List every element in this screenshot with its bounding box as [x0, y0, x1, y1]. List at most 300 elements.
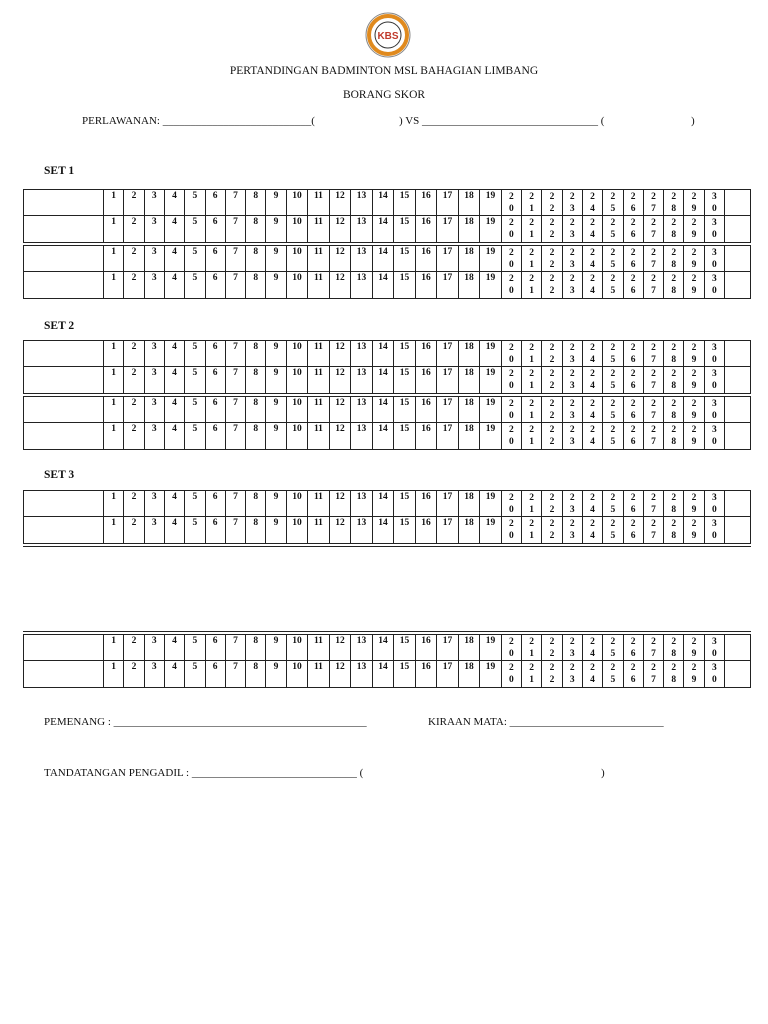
score-cell[interactable]: 9	[265, 491, 285, 518]
total-cell[interactable]	[724, 246, 751, 273]
score-cell[interactable]: 17	[436, 367, 458, 394]
score-cell[interactable]: 2 5	[602, 272, 622, 299]
score-cell[interactable]: 2 2	[541, 423, 561, 450]
score-cell[interactable]: 6	[205, 423, 225, 450]
score-cell[interactable]: 4	[164, 341, 184, 368]
score-cell[interactable]: 2 0	[501, 216, 521, 243]
score-cell[interactable]: 5	[184, 216, 204, 243]
score-cell[interactable]: 2	[123, 367, 143, 394]
score-cell[interactable]: 2 2	[541, 661, 561, 688]
score-cell[interactable]: 2 8	[663, 635, 683, 662]
score-cell[interactable]: 2 6	[623, 216, 643, 243]
score-cell[interactable]: 2 3	[562, 423, 582, 450]
score-cell[interactable]: 11	[307, 491, 329, 518]
score-cell[interactable]: 18	[458, 423, 480, 450]
score-cell[interactable]: 8	[245, 423, 265, 450]
score-cell[interactable]: 11	[307, 190, 329, 217]
score-cell[interactable]: 2 6	[623, 517, 643, 544]
score-cell[interactable]: 18	[458, 246, 480, 273]
score-cell[interactable]: 2 5	[602, 190, 622, 217]
score-cell[interactable]: 14	[372, 397, 394, 424]
score-cell[interactable]: 2 0	[501, 635, 521, 662]
score-cell[interactable]: 13	[350, 272, 372, 299]
score-cell[interactable]: 15	[393, 216, 415, 243]
score-cell[interactable]: 4	[164, 661, 184, 688]
score-cell[interactable]: 3	[144, 367, 164, 394]
score-cell[interactable]: 14	[372, 341, 394, 368]
score-cell[interactable]: 8	[245, 661, 265, 688]
score-cell[interactable]: 8	[245, 635, 265, 662]
score-cell[interactable]: 2 1	[521, 272, 541, 299]
score-cell[interactable]: 2 2	[541, 190, 561, 217]
score-cell[interactable]: 2 8	[663, 397, 683, 424]
score-cell[interactable]: 19	[479, 367, 501, 394]
total-cell[interactable]	[724, 423, 751, 450]
score-cell[interactable]: 9	[265, 246, 285, 273]
score-cell[interactable]: 15	[393, 341, 415, 368]
total-cell[interactable]	[724, 272, 751, 299]
score-cell[interactable]: 12	[329, 517, 351, 544]
player-name-cell[interactable]	[24, 272, 103, 299]
score-cell[interactable]: 19	[479, 272, 501, 299]
score-cell[interactable]: 2 2	[541, 397, 561, 424]
score-cell[interactable]: 4	[164, 272, 184, 299]
score-cell[interactable]: 2 3	[562, 635, 582, 662]
score-cell[interactable]: 3 0	[704, 517, 724, 544]
score-cell[interactable]: 2 4	[582, 517, 602, 544]
score-cell[interactable]: 4	[164, 397, 184, 424]
score-cell[interactable]: 14	[372, 635, 394, 662]
score-cell[interactable]: 2 9	[683, 272, 703, 299]
score-cell[interactable]: 3	[144, 246, 164, 273]
score-cell[interactable]: 2	[123, 216, 143, 243]
score-cell[interactable]: 5	[184, 491, 204, 518]
score-cell[interactable]: 2 8	[663, 246, 683, 273]
score-cell[interactable]: 9	[265, 272, 285, 299]
score-cell[interactable]: 2 9	[683, 341, 703, 368]
score-cell[interactable]: 16	[415, 341, 437, 368]
player-name-cell[interactable]	[24, 423, 103, 450]
score-cell[interactable]: 16	[415, 635, 437, 662]
score-cell[interactable]: 2 4	[582, 272, 602, 299]
total-cell[interactable]	[724, 661, 751, 688]
score-cell[interactable]: 5	[184, 397, 204, 424]
score-cell[interactable]: 1	[103, 246, 123, 273]
score-cell[interactable]: 2 2	[541, 517, 561, 544]
score-cell[interactable]: 7	[225, 491, 245, 518]
player-name-cell[interactable]	[24, 216, 103, 243]
score-cell[interactable]: 2	[123, 272, 143, 299]
score-cell[interactable]: 2 4	[582, 635, 602, 662]
score-cell[interactable]: 10	[286, 246, 308, 273]
score-cell[interactable]: 1	[103, 517, 123, 544]
score-cell[interactable]: 8	[245, 190, 265, 217]
score-cell[interactable]: 16	[415, 216, 437, 243]
score-cell[interactable]: 7	[225, 397, 245, 424]
score-cell[interactable]: 2 8	[663, 367, 683, 394]
score-cell[interactable]: 16	[415, 367, 437, 394]
score-cell[interactable]: 9	[265, 423, 285, 450]
score-cell[interactable]: 2	[123, 423, 143, 450]
score-cell[interactable]: 9	[265, 341, 285, 368]
score-cell[interactable]: 13	[350, 216, 372, 243]
score-cell[interactable]: 11	[307, 216, 329, 243]
score-cell[interactable]: 16	[415, 423, 437, 450]
score-cell[interactable]: 18	[458, 661, 480, 688]
score-cell[interactable]: 17	[436, 517, 458, 544]
score-cell[interactable]: 2 0	[501, 341, 521, 368]
score-cell[interactable]: 11	[307, 341, 329, 368]
total-cell[interactable]	[724, 341, 751, 368]
total-cell[interactable]	[724, 216, 751, 243]
score-cell[interactable]: 19	[479, 246, 501, 273]
score-cell[interactable]: 2 6	[623, 367, 643, 394]
player-name-cell[interactable]	[24, 190, 103, 217]
score-cell[interactable]: 15	[393, 272, 415, 299]
score-cell[interactable]: 4	[164, 190, 184, 217]
score-cell[interactable]: 13	[350, 367, 372, 394]
score-cell[interactable]: 1	[103, 367, 123, 394]
score-cell[interactable]: 2	[123, 397, 143, 424]
score-cell[interactable]: 2 5	[602, 367, 622, 394]
score-cell[interactable]: 12	[329, 190, 351, 217]
score-cell[interactable]: 13	[350, 635, 372, 662]
score-cell[interactable]: 13	[350, 491, 372, 518]
score-cell[interactable]: 1	[103, 661, 123, 688]
score-cell[interactable]: 2 3	[562, 367, 582, 394]
score-cell[interactable]: 15	[393, 190, 415, 217]
score-cell[interactable]: 2 7	[643, 272, 663, 299]
score-cell[interactable]: 7	[225, 246, 245, 273]
score-cell[interactable]: 2 2	[541, 272, 561, 299]
score-cell[interactable]: 11	[307, 517, 329, 544]
score-cell[interactable]: 3	[144, 491, 164, 518]
score-cell[interactable]: 2 2	[541, 216, 561, 243]
score-cell[interactable]: 5	[184, 635, 204, 662]
score-cell[interactable]: 2 4	[582, 216, 602, 243]
score-cell[interactable]: 18	[458, 367, 480, 394]
score-cell[interactable]: 2 0	[501, 491, 521, 518]
score-cell[interactable]: 6	[205, 661, 225, 688]
score-cell[interactable]: 18	[458, 517, 480, 544]
score-cell[interactable]: 3	[144, 517, 164, 544]
score-cell[interactable]: 9	[265, 661, 285, 688]
score-cell[interactable]: 5	[184, 367, 204, 394]
score-cell[interactable]: 14	[372, 190, 394, 217]
score-cell[interactable]: 6	[205, 216, 225, 243]
score-cell[interactable]: 13	[350, 190, 372, 217]
score-cell[interactable]: 7	[225, 517, 245, 544]
player-name-cell[interactable]	[24, 367, 103, 394]
score-cell[interactable]: 2 3	[562, 661, 582, 688]
player-name-cell[interactable]	[24, 341, 103, 368]
score-cell[interactable]: 3	[144, 661, 164, 688]
score-cell[interactable]: 2 3	[562, 341, 582, 368]
score-cell[interactable]: 3	[144, 397, 164, 424]
score-cell[interactable]: 10	[286, 397, 308, 424]
score-cell[interactable]: 2 0	[501, 272, 521, 299]
score-cell[interactable]: 2 9	[683, 246, 703, 273]
score-cell[interactable]: 16	[415, 246, 437, 273]
score-cell[interactable]: 2 3	[562, 517, 582, 544]
score-cell[interactable]: 3	[144, 216, 164, 243]
score-cell[interactable]: 7	[225, 216, 245, 243]
score-cell[interactable]: 19	[479, 190, 501, 217]
score-cell[interactable]: 2	[123, 190, 143, 217]
score-cell[interactable]: 2 5	[602, 246, 622, 273]
score-cell[interactable]: 5	[184, 246, 204, 273]
score-cell[interactable]: 8	[245, 397, 265, 424]
score-cell[interactable]: 16	[415, 517, 437, 544]
score-cell[interactable]: 2 4	[582, 661, 602, 688]
score-cell[interactable]: 2 4	[582, 341, 602, 368]
score-cell[interactable]: 5	[184, 190, 204, 217]
score-cell[interactable]: 7	[225, 423, 245, 450]
score-cell[interactable]: 3 0	[704, 190, 724, 217]
score-cell[interactable]: 2 3	[562, 397, 582, 424]
score-cell[interactable]: 6	[205, 397, 225, 424]
score-cell[interactable]: 4	[164, 423, 184, 450]
score-cell[interactable]: 2 1	[521, 423, 541, 450]
score-cell[interactable]: 2 4	[582, 491, 602, 518]
score-cell[interactable]: 15	[393, 661, 415, 688]
score-cell[interactable]: 2 5	[602, 341, 622, 368]
score-cell[interactable]: 11	[307, 635, 329, 662]
score-cell[interactable]: 11	[307, 272, 329, 299]
score-cell[interactable]: 2 7	[643, 190, 663, 217]
score-cell[interactable]: 18	[458, 216, 480, 243]
score-cell[interactable]: 4	[164, 246, 184, 273]
score-cell[interactable]: 19	[479, 661, 501, 688]
score-cell[interactable]: 3 0	[704, 341, 724, 368]
score-cell[interactable]: 12	[329, 661, 351, 688]
score-cell[interactable]: 2	[123, 246, 143, 273]
score-cell[interactable]: 11	[307, 397, 329, 424]
score-cell[interactable]: 3 0	[704, 216, 724, 243]
score-cell[interactable]: 14	[372, 272, 394, 299]
score-cell[interactable]: 2 4	[582, 190, 602, 217]
score-cell[interactable]: 19	[479, 397, 501, 424]
score-cell[interactable]: 13	[350, 246, 372, 273]
score-cell[interactable]: 10	[286, 491, 308, 518]
score-cell[interactable]: 2 5	[602, 423, 622, 450]
score-cell[interactable]: 3 0	[704, 246, 724, 273]
score-cell[interactable]: 2 3	[562, 190, 582, 217]
score-cell[interactable]: 2 1	[521, 246, 541, 273]
score-cell[interactable]: 2 2	[541, 491, 561, 518]
score-cell[interactable]: 5	[184, 517, 204, 544]
score-cell[interactable]: 17	[436, 341, 458, 368]
score-cell[interactable]: 2 1	[521, 341, 541, 368]
score-cell[interactable]: 16	[415, 397, 437, 424]
score-cell[interactable]: 2 3	[562, 216, 582, 243]
score-cell[interactable]: 7	[225, 367, 245, 394]
score-cell[interactable]: 17	[436, 272, 458, 299]
score-cell[interactable]: 2 8	[663, 216, 683, 243]
score-cell[interactable]: 16	[415, 190, 437, 217]
score-cell[interactable]: 19	[479, 216, 501, 243]
score-cell[interactable]: 16	[415, 661, 437, 688]
score-cell[interactable]: 10	[286, 661, 308, 688]
score-cell[interactable]: 2 4	[582, 246, 602, 273]
total-cell[interactable]	[724, 367, 751, 394]
score-cell[interactable]: 2 0	[501, 397, 521, 424]
score-cell[interactable]: 8	[245, 491, 265, 518]
score-cell[interactable]: 1	[103, 272, 123, 299]
score-cell[interactable]: 15	[393, 367, 415, 394]
score-cell[interactable]: 12	[329, 341, 351, 368]
score-cell[interactable]: 7	[225, 661, 245, 688]
score-cell[interactable]: 2 5	[602, 635, 622, 662]
score-cell[interactable]: 2 1	[521, 635, 541, 662]
score-cell[interactable]: 8	[245, 367, 265, 394]
score-cell[interactable]: 17	[436, 661, 458, 688]
score-cell[interactable]: 13	[350, 517, 372, 544]
score-cell[interactable]: 9	[265, 367, 285, 394]
score-cell[interactable]: 15	[393, 517, 415, 544]
score-cell[interactable]: 14	[372, 423, 394, 450]
player-name-cell[interactable]	[24, 246, 103, 273]
score-cell[interactable]: 2 9	[683, 517, 703, 544]
score-cell[interactable]: 5	[184, 423, 204, 450]
score-cell[interactable]: 2 6	[623, 423, 643, 450]
score-cell[interactable]: 2 7	[643, 367, 663, 394]
score-cell[interactable]: 2 7	[643, 216, 663, 243]
score-cell[interactable]: 2 0	[501, 661, 521, 688]
score-cell[interactable]: 12	[329, 246, 351, 273]
score-cell[interactable]: 17	[436, 190, 458, 217]
score-cell[interactable]: 18	[458, 272, 480, 299]
score-cell[interactable]: 8	[245, 341, 265, 368]
score-cell[interactable]: 14	[372, 661, 394, 688]
score-cell[interactable]: 2 2	[541, 341, 561, 368]
score-cell[interactable]: 2 2	[541, 246, 561, 273]
score-cell[interactable]: 19	[479, 423, 501, 450]
score-cell[interactable]: 2 6	[623, 635, 643, 662]
score-cell[interactable]: 2 6	[623, 661, 643, 688]
score-cell[interactable]: 2 1	[521, 367, 541, 394]
score-cell[interactable]: 10	[286, 423, 308, 450]
score-cell[interactable]: 17	[436, 491, 458, 518]
score-cell[interactable]: 2 9	[683, 661, 703, 688]
score-cell[interactable]: 8	[245, 246, 265, 273]
score-cell[interactable]: 1	[103, 216, 123, 243]
score-cell[interactable]: 10	[286, 190, 308, 217]
total-cell[interactable]	[724, 397, 751, 424]
score-cell[interactable]: 2 1	[521, 190, 541, 217]
score-cell[interactable]: 2 5	[602, 517, 622, 544]
score-cell[interactable]: 12	[329, 367, 351, 394]
score-cell[interactable]: 2 7	[643, 517, 663, 544]
score-cell[interactable]: 4	[164, 367, 184, 394]
score-cell[interactable]: 2 7	[643, 423, 663, 450]
score-cell[interactable]: 2 5	[602, 216, 622, 243]
score-cell[interactable]: 11	[307, 246, 329, 273]
total-cell[interactable]	[724, 635, 751, 662]
score-cell[interactable]: 7	[225, 190, 245, 217]
score-cell[interactable]: 4	[164, 216, 184, 243]
score-cell[interactable]: 2 5	[602, 397, 622, 424]
score-cell[interactable]: 18	[458, 190, 480, 217]
score-cell[interactable]: 2 8	[663, 517, 683, 544]
score-cell[interactable]: 6	[205, 272, 225, 299]
score-cell[interactable]: 10	[286, 272, 308, 299]
score-cell[interactable]: 8	[245, 517, 265, 544]
score-cell[interactable]: 2 8	[663, 491, 683, 518]
score-cell[interactable]: 10	[286, 517, 308, 544]
score-cell[interactable]: 2 9	[683, 635, 703, 662]
score-cell[interactable]: 3 0	[704, 635, 724, 662]
score-cell[interactable]: 2	[123, 491, 143, 518]
score-cell[interactable]: 2 0	[501, 246, 521, 273]
score-cell[interactable]: 2 3	[562, 491, 582, 518]
score-cell[interactable]: 19	[479, 517, 501, 544]
score-cell[interactable]: 2 7	[643, 246, 663, 273]
score-cell[interactable]: 4	[164, 635, 184, 662]
score-cell[interactable]: 2 0	[501, 517, 521, 544]
player-name-cell[interactable]	[24, 661, 103, 688]
total-cell[interactable]	[724, 491, 751, 518]
score-cell[interactable]: 1	[103, 341, 123, 368]
player-name-cell[interactable]	[24, 397, 103, 424]
score-cell[interactable]: 15	[393, 423, 415, 450]
score-cell[interactable]: 2	[123, 635, 143, 662]
score-cell[interactable]: 3 0	[704, 272, 724, 299]
score-cell[interactable]: 7	[225, 341, 245, 368]
score-cell[interactable]: 17	[436, 423, 458, 450]
score-cell[interactable]: 14	[372, 367, 394, 394]
score-cell[interactable]: 6	[205, 491, 225, 518]
score-cell[interactable]: 16	[415, 491, 437, 518]
score-cell[interactable]: 2	[123, 661, 143, 688]
score-cell[interactable]: 3	[144, 341, 164, 368]
player-name-cell[interactable]	[24, 491, 103, 518]
score-cell[interactable]: 15	[393, 397, 415, 424]
score-cell[interactable]: 3 0	[704, 661, 724, 688]
score-cell[interactable]: 2 9	[683, 491, 703, 518]
score-cell[interactable]: 6	[205, 635, 225, 662]
score-cell[interactable]: 6	[205, 190, 225, 217]
score-cell[interactable]: 2 3	[562, 246, 582, 273]
score-cell[interactable]: 14	[372, 491, 394, 518]
score-cell[interactable]: 18	[458, 635, 480, 662]
score-cell[interactable]: 6	[205, 246, 225, 273]
score-cell[interactable]: 10	[286, 367, 308, 394]
score-cell[interactable]: 18	[458, 491, 480, 518]
score-cell[interactable]: 19	[479, 341, 501, 368]
score-cell[interactable]: 2 1	[521, 216, 541, 243]
score-cell[interactable]: 1	[103, 397, 123, 424]
score-cell[interactable]: 2 8	[663, 341, 683, 368]
score-cell[interactable]: 2 8	[663, 190, 683, 217]
score-cell[interactable]: 12	[329, 216, 351, 243]
score-cell[interactable]: 3 0	[704, 367, 724, 394]
score-cell[interactable]: 2 9	[683, 190, 703, 217]
score-cell[interactable]: 11	[307, 367, 329, 394]
score-cell[interactable]: 3	[144, 635, 164, 662]
score-cell[interactable]: 13	[350, 661, 372, 688]
score-cell[interactable]: 5	[184, 661, 204, 688]
score-cell[interactable]: 2 5	[602, 661, 622, 688]
score-cell[interactable]: 1	[103, 190, 123, 217]
score-cell[interactable]: 8	[245, 216, 265, 243]
score-cell[interactable]: 2 7	[643, 341, 663, 368]
score-cell[interactable]: 2 7	[643, 661, 663, 688]
score-cell[interactable]: 2 3	[562, 272, 582, 299]
score-cell[interactable]: 19	[479, 635, 501, 662]
score-cell[interactable]: 2 0	[501, 423, 521, 450]
score-cell[interactable]: 5	[184, 272, 204, 299]
